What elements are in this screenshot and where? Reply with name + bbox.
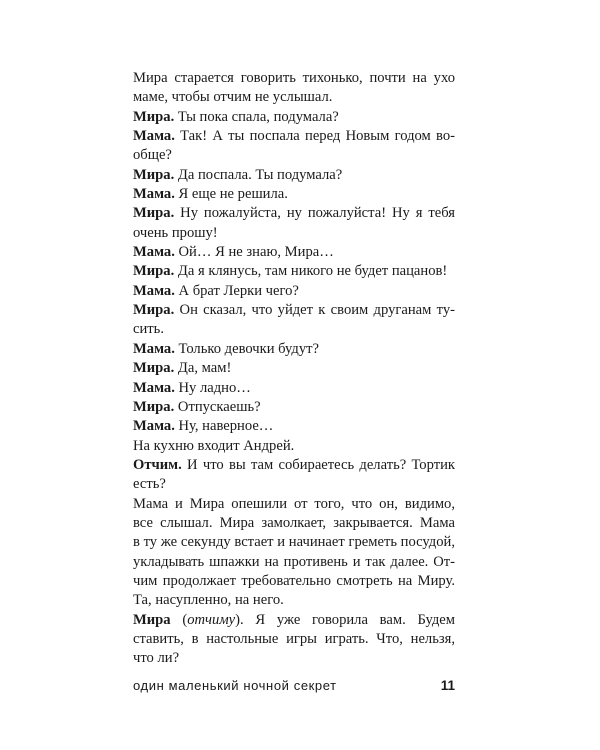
line-text: Так! А ты поспала перед Новым годом во- [174, 128, 455, 145]
line-text: Мама и Мира опешили от того, что он, видимо, [133, 495, 455, 512]
text-line [133, 262, 455, 281]
text-line [133, 301, 455, 320]
text-line [133, 591, 455, 610]
page-text [133, 69, 455, 669]
text-line [133, 320, 455, 339]
text-line: Мира (отчиму). Я уже говорила вам. Будем [133, 611, 455, 630]
text-line [133, 108, 455, 127]
line-text: Я еще не решила. [174, 186, 288, 203]
line-text: Мира старается говорить тихонько, почти на ухо [133, 70, 455, 86]
line-text: И что вы там собираетесь делать? Тортик [181, 456, 455, 473]
text-line [133, 495, 455, 514]
text-line [133, 185, 455, 204]
running-title: один маленький ночной секрет [133, 678, 337, 693]
text-line [133, 340, 455, 359]
speaker-name: Отчим. [133, 456, 182, 473]
speaker-name: Мира. [133, 108, 175, 125]
text-line [133, 572, 455, 591]
speaker-name: Мама. [133, 282, 175, 299]
page-number: 11 [440, 678, 455, 693]
line-text: Отпускаешь? [174, 398, 261, 415]
speaker-name: Мира. [133, 302, 175, 319]
line-text: . Я уже говорила вам. Будем [239, 611, 455, 628]
text-line [133, 69, 455, 88]
text-line [133, 243, 455, 262]
text-line [133, 417, 455, 436]
speaker-name: Мама. [133, 379, 175, 396]
text-line [133, 224, 455, 243]
text-line [133, 649, 455, 668]
line-text: Да я клянусь, там никого не будет пацанов! [174, 263, 448, 280]
speaker-name: Мама. [133, 418, 175, 435]
speaker-name: Мира. [133, 205, 175, 222]
speaker-name: Мира [133, 611, 171, 628]
line-text: укладывать шпажки на противень и так далее. От- [133, 553, 455, 570]
line-text: Только девочки будут? [174, 340, 319, 357]
speaker-name: Мама. [133, 128, 175, 145]
text-line [133, 514, 455, 533]
text-line [133, 398, 455, 417]
text-line [133, 127, 455, 146]
page-footer [133, 677, 455, 695]
speaker-name: Мама. [133, 340, 175, 357]
line-text: обще? [133, 147, 172, 164]
line-text: все слышал. Мира замолкает, закрывается. Мама [133, 514, 455, 531]
text-line [133, 204, 455, 223]
text-line [133, 379, 455, 398]
line-text: Ты пока спала, подумала? [174, 108, 339, 125]
speaker-name: Мама. [133, 186, 175, 203]
line-text: сить. [133, 321, 164, 338]
line-text: чим продолжает требовательно смотреть на Миру. [133, 572, 455, 589]
line-text: Да, мам! [174, 360, 232, 377]
text-line [133, 630, 455, 649]
line-text: Он сказал, что уйдет к своим друганам ту- [174, 302, 455, 319]
speaker-name: Мира. [133, 398, 175, 415]
text-line [133, 475, 455, 494]
line-text: Ну ладно… [174, 379, 251, 396]
line-text: очень прошу! [133, 224, 218, 241]
text-line [133, 533, 455, 552]
line-text: На кухню входит Андрей. [133, 437, 295, 454]
text-line [133, 282, 455, 301]
line-text: что ли? [133, 650, 180, 667]
text-line [133, 88, 455, 107]
line-text: в ту же секунду встает и начинает греметь посудой, [133, 534, 455, 551]
speaker-name: Мира. [133, 166, 175, 183]
text-line [133, 359, 455, 378]
text-line [133, 456, 455, 475]
line-text: Ну, наверное… [174, 418, 274, 435]
line-text: А брат Лерки чего? [174, 282, 299, 299]
line-text: Ой… Я не знаю, Мира… [174, 244, 334, 261]
text-line [133, 437, 455, 456]
line-text: Да поспала. Ты подумала? [174, 166, 343, 183]
speaker-name: Мама. [133, 244, 175, 261]
speaker-name: Мира. [133, 360, 175, 377]
text-line [133, 553, 455, 572]
line-text: Та, насупленно, на него. [133, 592, 284, 609]
line-text: есть? [133, 476, 166, 493]
text-line [133, 166, 455, 185]
speaker-name: Мира. [133, 263, 175, 280]
stage-direction: отчиму [187, 611, 236, 628]
line-text: ставить, в настольные игры играть. Что, нельзя, [133, 630, 455, 647]
line-text: Ну пожалуйста, ну пожалуйста! Ну я тебя [174, 205, 455, 222]
line-text: маме, чтобы отчим не услышал. [133, 89, 333, 106]
text-line [133, 146, 455, 165]
